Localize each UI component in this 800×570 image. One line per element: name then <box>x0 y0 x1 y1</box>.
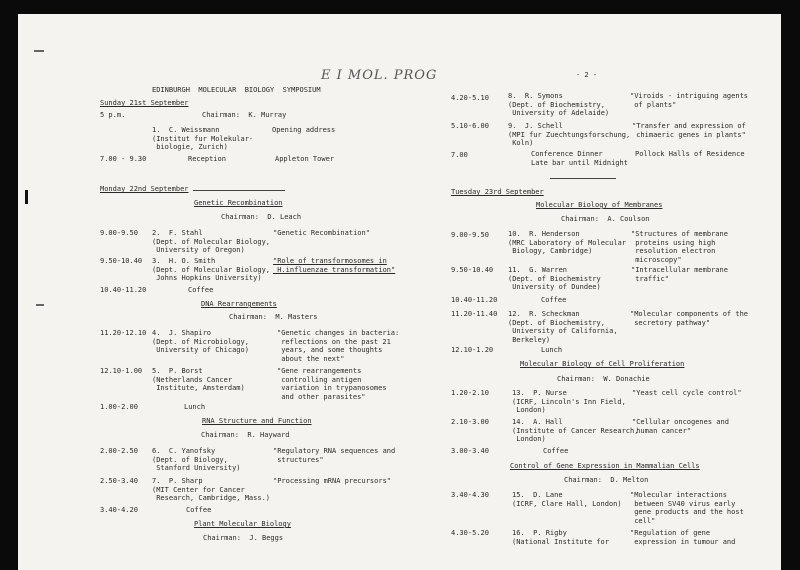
margin-mark-mid <box>36 304 44 306</box>
entry-m4: 4. J. Shapiro (Dept. of Microbiology, University of Chicago) <box>152 329 249 355</box>
entry-r14x: "Cellular oncogenes and human cancer" <box>632 418 729 435</box>
entry-c2: Coffee <box>186 506 212 514</box>
entry-r16: 16. P. Rigby (National Institute for <box>512 529 609 546</box>
entry-r9: 9. J. Schell (MPI fur Zuechtungsforschung, Koln) <box>508 122 631 148</box>
entry-rec: Reception <box>188 155 226 163</box>
entry-r14: 14. A. Hall (Institute of Cancer Research, London) <box>512 418 639 444</box>
binding-clip <box>25 190 28 204</box>
page-number: - 2 - <box>576 71 598 79</box>
handwritten-note: E I MOL. PROG <box>321 68 438 83</box>
entry-r13: 13. P. Nurse (ICRF, Lincoln's Inn Field, London) <box>512 389 626 415</box>
entry-rec-loc: Appleton Tower <box>275 155 335 163</box>
divider-rule <box>550 178 616 179</box>
entry-r10: 10. R. Henderson (MRC Laboratory of Molecular Biology, Cambridge) <box>508 230 627 256</box>
entry-c2t: 3.40-4.20 <box>100 506 138 514</box>
entry-pm-chair: Chairman: J. Beggs <box>203 534 284 542</box>
entry-r15t: 3.40-4.30 <box>451 491 489 499</box>
entry-m2: 2. F. Stahl (Dept. of Molecular Biology, University of Oregon) <box>152 229 271 255</box>
entry-r9t: 5.10-6.00 <box>451 122 489 130</box>
entry-mon: Monday 22nd September <box>100 185 189 193</box>
entry-m2x: "Genetic Recombination" <box>273 229 370 237</box>
entry-c3: Coffee <box>541 296 567 304</box>
entry-m2t: 9.00-9.50 <box>100 229 138 237</box>
entry-c3t: 10.40-11.20 <box>451 296 498 304</box>
entry-dr-chair: Chairman: M. Masters <box>229 313 318 321</box>
entry-m7t: 2.50-3.40 <box>100 477 138 485</box>
entry-gr: Genetic Recombination <box>194 199 283 207</box>
entry-sun-time: 5 p.m. <box>100 111 126 119</box>
entry-rec-time: 7.00 - 9.30 <box>100 155 147 163</box>
entry-r16x: "Regulation of gene expression in tumour and <box>630 529 736 546</box>
entry-cp-chair: Chairman: W. Donachie <box>557 375 650 383</box>
entry-r9x: "Transfer and expression of chimaeric genes in plants" <box>632 122 746 139</box>
entry-sun: Sunday 21st September <box>100 99 189 107</box>
entry-ge-chair: Chairman: D. Melton <box>564 476 649 484</box>
entry-r10x: "Structures of membrane proteins using high resolution electron microscopy" <box>631 230 728 264</box>
entry-r11x: "Intracellular membrane traffic" <box>631 266 728 283</box>
entry-gr-chair: Chairman: D. Leach <box>221 213 302 221</box>
entry-r8: 8. R. Symons (Dept. of Biochemistry, University of Adelaide) <box>508 92 610 118</box>
entry-mm: Molecular Biology of Membranes <box>536 201 663 209</box>
entry-rs: RNA Structure and Function <box>202 417 312 425</box>
entry-sun-chair: Chairman: K. Murray <box>202 111 287 119</box>
entry-cd: Conference Dinner Late bar until Midnight <box>531 150 628 167</box>
entry-c4: Coffee <box>543 447 569 455</box>
entry-r8t: 4.20-5.10 <box>451 94 489 102</box>
entry-r10t: 9.00-9.50 <box>451 231 489 239</box>
entry-cdx: Pollock Halls of Residence <box>635 150 745 158</box>
entry-r12: 12. R. Scheckman (Dept. of Biochemistry, University of California, Berkeley) <box>508 310 618 344</box>
entry-ge: Control of Gene Expression in Mammalian Cells <box>510 462 700 470</box>
entry-r14t: 2.10-3.00 <box>451 418 489 426</box>
entry-m6: 6. C. Yanofsky (Dept. of Biology, Stanford University) <box>152 447 241 473</box>
entry-m3x: "Role of transformosomes in H.influenzae transformation" <box>273 257 396 274</box>
margin-mark-top <box>34 50 44 52</box>
entry-r12t: 11.20-11.40 <box>451 310 498 318</box>
entry-s1: 1. C. Weissmann (Institut fur Molekular- biologie, Zurich) <box>152 126 254 152</box>
entry-r11t: 9.50-10.40 <box>451 266 494 274</box>
entry-m3t: 9.50-10.40 <box>100 257 143 265</box>
entry-l2t: 12.10-1.20 <box>451 346 494 354</box>
entry-r12x: "Molecular components of the secretory pathway" <box>630 310 749 327</box>
entry-m4t: 11.20-12.10 <box>100 329 147 337</box>
entry-c4t: 3.00-3.40 <box>451 447 489 455</box>
entry-c1t: 10.40-11.20 <box>100 286 147 294</box>
entry-cp: Molecular Biology of Cell Proliferation <box>520 360 685 368</box>
entry-pm: Plant Molecular Biology <box>194 520 291 528</box>
entry-l1: Lunch <box>184 403 206 411</box>
entry-m6x: "Regulatory RNA sequences and structures" <box>273 447 396 464</box>
entry-r13x: "Yeast cell cycle control" <box>632 389 742 397</box>
entry-m7x: "Processing mRNA precursors" <box>273 477 392 485</box>
entry-title: EDINBURGH MOLECULAR BIOLOGY SYMPOSIUM <box>152 86 321 94</box>
entry-m5x: "Gene rearrangements controlling antigen variation in trypanosomes and other parasites" <box>277 367 387 401</box>
entry-dr: DNA Rearrangements <box>201 300 277 308</box>
entry-m7: 7. P. Sharp (MIT Center for Cancer Research, Cambridge, Mass.) <box>152 477 271 503</box>
entry-s1t: Opening address <box>272 126 336 134</box>
entry-r13t: 1.20-2.10 <box>451 389 489 397</box>
entry-r8x: "Viroids - intriguing agents of plants" <box>630 92 749 109</box>
entry-cdt: 7.00 <box>451 151 468 159</box>
entry-m5t: 12.10-1.00 <box>100 367 143 375</box>
entry-r16t: 4.30-5.20 <box>451 529 489 537</box>
entry-m5: 5. P. Borst (Netherlands Cancer Institute, Amsterdam) <box>152 367 245 393</box>
entry-tue: Tuesday 23rd September <box>451 188 544 196</box>
entry-r15x: "Molecular interactions between SV40 virus early gene products and the host cell" <box>630 491 744 525</box>
document-page <box>18 14 781 570</box>
entry-rs-chair: Chairman: R. Hayward <box>201 431 290 439</box>
entry-m3: 3. H. O. Smith (Dept. of Molecular Biology, Johns Hopkins University) <box>152 257 271 283</box>
entry-c1: Coffee <box>188 286 214 294</box>
entry-m4x: "Genetic changes in bacteria: reflections on the past 21 years, and some thoughts about the next" <box>277 329 400 363</box>
entry-m6t: 2.00-2.50 <box>100 447 138 455</box>
entry-r15: 15. D. Lane (ICRF, Clare Hall, London) <box>512 491 622 508</box>
entry-l1t: 1.00-2.00 <box>100 403 138 411</box>
entry-mm-chair: Chairman: A. Coulson <box>561 215 650 223</box>
divider-rule <box>193 190 285 191</box>
entry-l2: Lunch <box>541 346 563 354</box>
entry-r11: 11. G. Warren (Dept. of Biochemistry University of Dundee) <box>508 266 601 292</box>
